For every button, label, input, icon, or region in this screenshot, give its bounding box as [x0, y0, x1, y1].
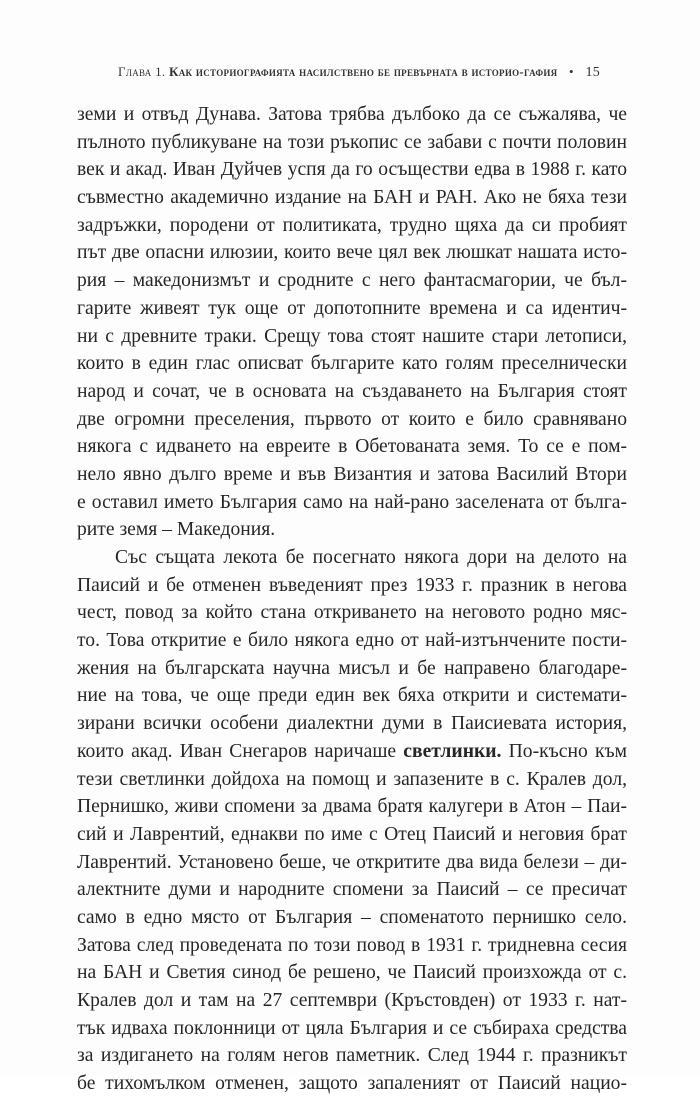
text-line: чест, повод за който стана откриването на неговото родно мяс-: [77, 602, 627, 624]
body-text: [77, 101, 627, 1098]
text-line: ние на това, че още преди един век бяха открити и системати-: [77, 685, 627, 707]
text-line: рия – македонизмът и сродните с него фантасмагории, че бъл-: [77, 270, 627, 292]
text-line: на БАН и Светия синод бе решено, че Паисий произхожда от с.: [77, 962, 627, 984]
text-line-mixed: [77, 738, 627, 766]
text-line: бе тихомълком отменен, защото запаленият от Паисий нацио-: [77, 1073, 627, 1095]
text-line: то. Това откритие е било някога едно от най-изтънчените пости-: [77, 630, 627, 652]
page-number: 15: [585, 65, 601, 80]
text-line: рите земя – Македония.: [77, 519, 276, 541]
text-line: тези светлинки дойдоха на помощ и запазените в с. Кралев дол,: [77, 768, 627, 790]
text-line: Със същата лекота бе посегнато някога дори на делото на: [115, 547, 627, 568]
text-line: само в едно място от България – споменатото пернишко село.: [77, 906, 627, 928]
text-line: път две опасни илюзии, които вече цял век люшкат нашата исто-: [77, 242, 627, 264]
text-line: Лаврентий. Установено беше, че откритите два вида белези – ди-: [77, 851, 627, 873]
text-line: е оставил името България само на най-рано заселената от бълга-: [77, 491, 627, 513]
text-line: жения на българската научна мисъл и бе направено благодаре-: [77, 657, 627, 679]
text-line: гарите живеят тук още от допотопните времена и са идентич-: [77, 297, 627, 319]
text-line: пълното публикуване на този ръкопис се забави с почти половин: [77, 131, 627, 153]
text-line: тък идваха поклонници от цяла България и се събираха средства: [77, 1017, 627, 1039]
text-line: съвместно академично издание на БАН и РАН. Ако не бяха тези: [77, 187, 627, 209]
text-line: народ и сочат, че в основата на създаването на България стоят: [77, 380, 627, 402]
text-line: за издигането на голям негов паметник. След 1944 г. празникът: [77, 1045, 627, 1067]
text-line: сий и Лаврентий, еднакви по име с Отец Паисий и неговия брат: [77, 823, 627, 845]
text-line: които в един глас описват българите като голям преселнически: [77, 353, 627, 375]
text-line: земи и отвъд Дунава. Затова трябва дълбоко да се съжалява, че: [77, 104, 627, 125]
text-run: които акад. Иван Снегаров наричаше: [77, 740, 404, 762]
text-line: алектните думи и народните спомени за Паисий – се пресичат: [77, 879, 627, 901]
text-line: Кралев дол и там на 27 септември (Кръстовден) от 1933 г. нат-: [77, 990, 627, 1011]
text-line: Пернишко, живи спомени за двама братя калугери в Атон – Паи-: [77, 796, 627, 818]
separator-bullet: •: [569, 64, 574, 79]
text-line: някога с идването на евреите в Обетованата земя. То се е пом-: [77, 436, 627, 458]
text-line: нело явно дълго време и във Византия и затова Василий Втори: [77, 463, 627, 485]
chapter-label: Глава 1.: [118, 64, 166, 79]
text-run: По-късно към: [501, 740, 627, 762]
text-line: зирани всички особени диалектни думи в Паисиевата история,: [77, 713, 627, 735]
chapter-title: Как историографията насилствено бе превърната в историо-гафия: [169, 64, 558, 79]
text-line: Затова след проведената по този повод в 1931 г. тридневна сесия: [77, 934, 627, 956]
running-head: [118, 64, 628, 84]
text-line: ни с древните траки. Срещу това стоят нашите стари летописи,: [77, 325, 627, 347]
text-line: две огромни преселения, първото от които е било сравнявано: [77, 408, 627, 430]
bold-term: светлинки.: [403, 740, 502, 762]
text-line: задръжки, породени от политиката, трудно щяха да си пробият: [77, 214, 627, 236]
text-line: Паисий и бе отменен въведеният през 1933 г. празник в негова: [77, 574, 627, 596]
text-line: век и акад. Иван Дуйчев успя да го осъществи едва в 1988 г. като: [77, 159, 627, 181]
